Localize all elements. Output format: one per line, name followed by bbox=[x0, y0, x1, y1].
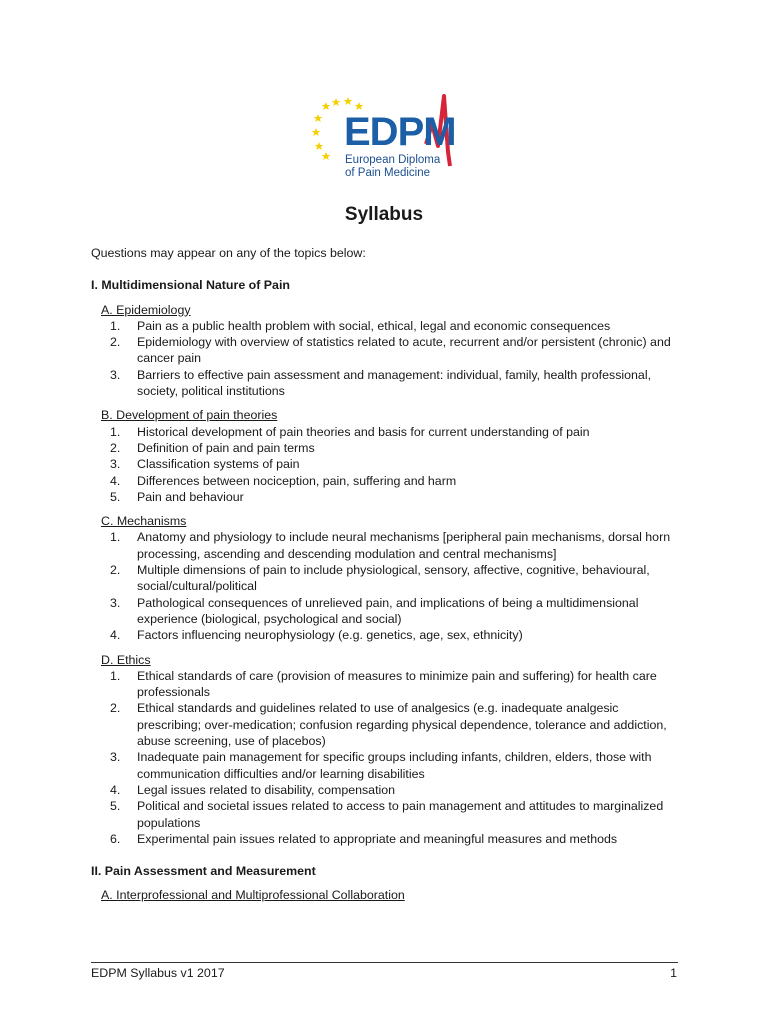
subsection bbox=[101, 887, 681, 903]
subsection-title: D. Ethics bbox=[101, 652, 151, 667]
list-item bbox=[101, 749, 681, 782]
list-item-number: 4. bbox=[110, 628, 121, 643]
list-item-number: 3. bbox=[110, 367, 121, 382]
subsection bbox=[101, 407, 681, 505]
subsection-title: B. Development of pain theories bbox=[101, 408, 278, 423]
list-item bbox=[101, 424, 681, 440]
list-item-number: 6. bbox=[110, 831, 121, 846]
list-item-text: Anatomy and physiology to include neural mechanisms [peripheral pain mechanisms, dorsal horn processing, ascending and descending modulation and central mechanisms] bbox=[137, 530, 671, 561]
list-item-text: Differences between nociception, pain, suffering and harm bbox=[137, 473, 457, 488]
list-item-text: Epidemiology with overview of statistics related to acute, recurrent and/or persistent (chronic) and cancer pain bbox=[137, 335, 671, 366]
subsection bbox=[101, 302, 681, 400]
list-item-text: Classification systems of pain bbox=[137, 457, 300, 472]
list-item-number: 3. bbox=[110, 750, 121, 765]
list-item bbox=[101, 334, 681, 367]
document-title: Syllabus bbox=[344, 204, 424, 225]
list-item-number: 1. bbox=[110, 668, 121, 683]
list-item-text: Historical development of pain theories and basis for current understanding of pain bbox=[137, 424, 590, 439]
list-item-text: Inadequate pain management for specific groups including infants, children, elders, those with communication difficulties and/or learning disabilities bbox=[137, 750, 652, 781]
list-item-number: 5. bbox=[110, 799, 121, 814]
syllabus-content bbox=[91, 245, 681, 912]
list-item-number: 2. bbox=[110, 335, 121, 350]
numbered-list bbox=[101, 318, 681, 399]
sections-container bbox=[91, 277, 681, 903]
list-item bbox=[101, 668, 681, 701]
logo-subtitle bbox=[345, 154, 440, 180]
section-spacer bbox=[91, 855, 681, 863]
list-item bbox=[101, 489, 681, 505]
list-item-text: Factors influencing neurophysiology (e.g. genetics, age, sex, ethnicity) bbox=[137, 628, 523, 643]
subsection-title: A. Epidemiology bbox=[101, 302, 191, 317]
list-item-text: Ethical standards of care (provision of measures to minimize pain and suffering) for health care professionals bbox=[137, 668, 657, 700]
list-item-text: Pathological consequences of unrelieved pain, and implications of being a multidimensional experience (biological, psychological and social) bbox=[137, 595, 639, 626]
list-item bbox=[101, 318, 681, 334]
footer-document-label: EDPM Syllabus v1 2017 bbox=[91, 966, 225, 980]
list-item bbox=[101, 440, 681, 456]
numbered-list bbox=[101, 529, 681, 643]
list-item-text: Legal issues related to disability, compensation bbox=[137, 782, 396, 797]
logo-subtitle-line2: of Pain Medicine bbox=[345, 167, 431, 179]
list-item bbox=[101, 700, 681, 749]
logo-wordmark: EDPM bbox=[344, 110, 456, 154]
list-item bbox=[101, 562, 681, 595]
list-item-number: 4. bbox=[110, 782, 121, 797]
list-item-number: 1. bbox=[110, 530, 121, 545]
list-item bbox=[101, 798, 681, 831]
list-item-text: Barriers to effective pain assessment and management: individual, family, health professional, society, political institutions bbox=[137, 367, 652, 399]
list-item-number: 4. bbox=[110, 473, 121, 488]
subsection-title: A. Interprofessional and Multiprofessional Collaboration bbox=[101, 888, 405, 903]
list-item-text: Multiple dimensions of pain to include physiological, sensory, affective, cognitive, behavioural, social/cultural/political bbox=[137, 563, 650, 594]
numbered-list bbox=[101, 668, 681, 847]
list-item-number: 1. bbox=[110, 318, 121, 333]
intro-text: Questions may appear on any of the topics below: bbox=[91, 246, 366, 260]
list-item-number: 2. bbox=[110, 701, 121, 716]
list-item-text: Pain as a public health problem with social, ethical, legal and economic consequences bbox=[137, 318, 611, 333]
list-item bbox=[101, 529, 681, 562]
numbered-list bbox=[101, 424, 681, 505]
section-title: II. Pain Assessment and Measurement bbox=[91, 864, 316, 879]
logo-subtitle-line1: European Diploma bbox=[345, 154, 441, 166]
list-item bbox=[101, 473, 681, 489]
list-item bbox=[101, 831, 681, 847]
subsection bbox=[101, 513, 681, 643]
list-item-number: 5. bbox=[110, 489, 121, 504]
list-item-text: Definition of pain and pain terms bbox=[137, 440, 315, 455]
list-item bbox=[101, 782, 681, 798]
subsection bbox=[101, 652, 681, 848]
list-item bbox=[101, 456, 681, 472]
list-item-number: 3. bbox=[110, 457, 121, 472]
list-item bbox=[101, 367, 681, 400]
section-title: I. Multidimensional Nature of Pain bbox=[91, 278, 290, 293]
list-item bbox=[101, 595, 681, 628]
list-item-number: 2. bbox=[110, 563, 121, 578]
footer-page-number: 1 bbox=[670, 966, 677, 980]
list-item-text: Ethical standards and guidelines related to use of analgesics (e.g. inadequate analgesic prescribing; over-medication; confusion regarding physical dependence, tolerance and addiction, abuse screening, use of placebos) bbox=[137, 701, 667, 749]
list-item-text: Experimental pain issues related to appropriate and meaningful measures and methods bbox=[137, 831, 618, 846]
list-item-number: 2. bbox=[110, 440, 121, 455]
list-item-text: Pain and behaviour bbox=[137, 489, 244, 504]
list-item-number: 3. bbox=[110, 595, 121, 610]
footer-divider bbox=[91, 962, 678, 963]
list-item bbox=[101, 627, 681, 643]
subsection-title: C. Mechanisms bbox=[101, 514, 187, 529]
list-item-number: 1. bbox=[110, 424, 121, 439]
list-item-text: Political and societal issues related to access to pain management and attitudes to marginalized populations bbox=[137, 799, 664, 830]
